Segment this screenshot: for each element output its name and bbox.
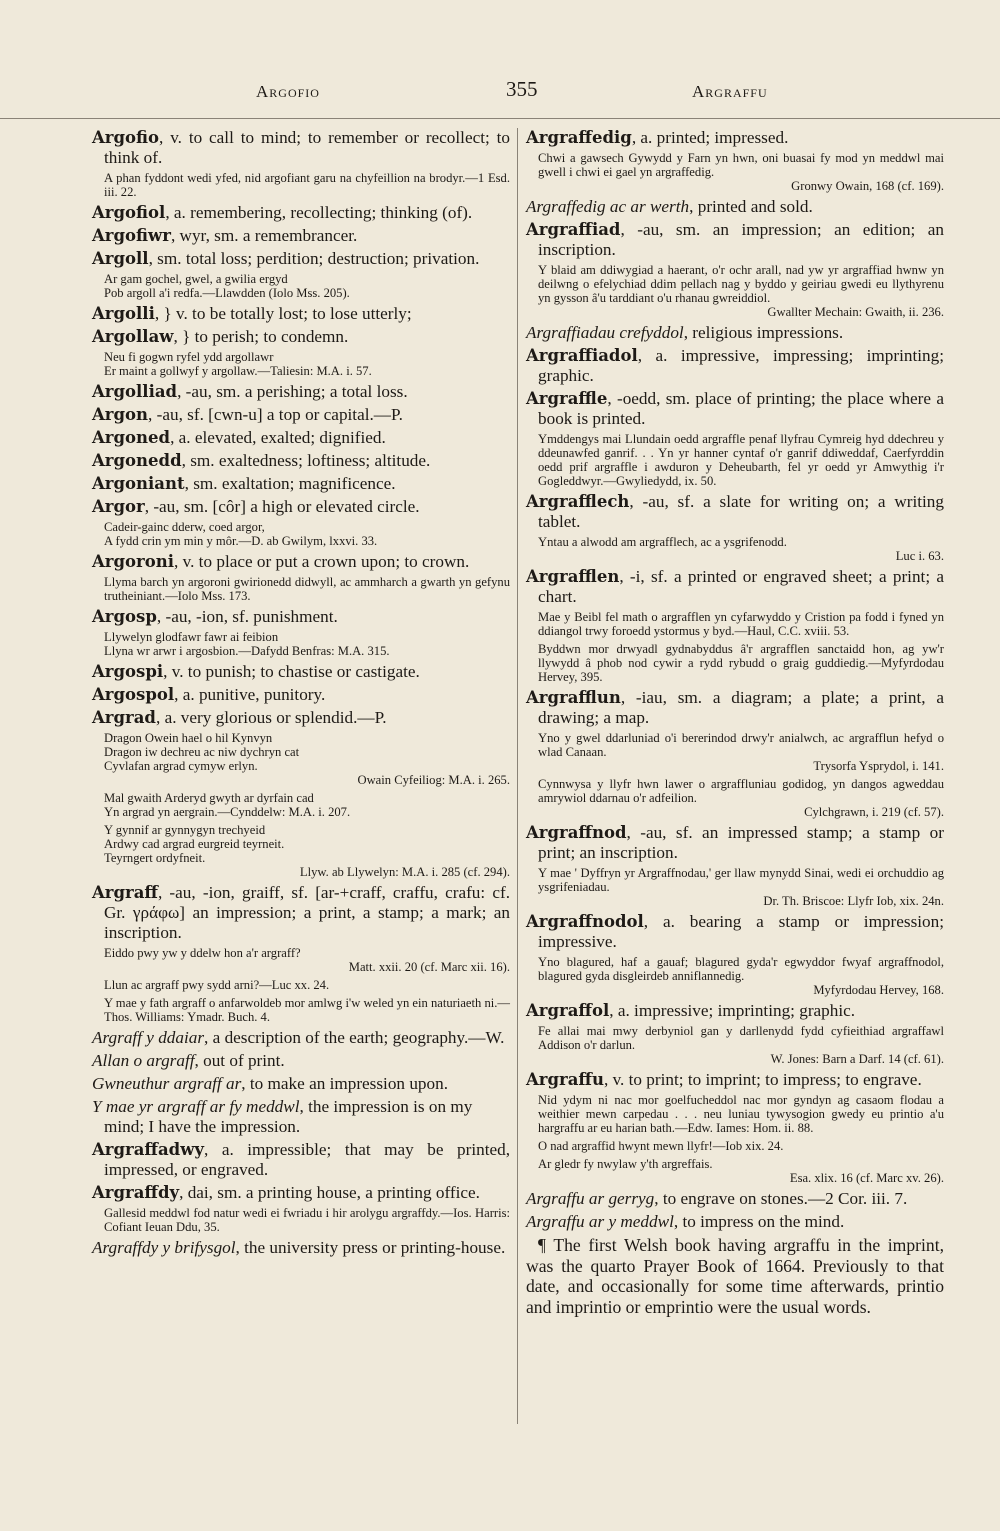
quote-line: Llyma barch yn argoroni gwirionedd didwyll, ac ammharch a gwarth yn gefynu trutheiniant.—Iolo Mss. 173.: [104, 575, 510, 603]
citation: Cylchgrawn, i. 219 (cf. 57).: [804, 805, 944, 819]
headword: Argrad: [92, 708, 156, 727]
dictionary-entry: Argraffedig, a. printed; impressed.: [526, 128, 789, 147]
headword: Argraffadwy: [92, 1140, 204, 1159]
phrase-entry: Argraffu ar y meddwl, to impress on the mind.: [526, 1212, 845, 1231]
headword: Argraffiadol: [526, 346, 638, 365]
phrase-headword: Argraffu ar gerryg: [526, 1189, 655, 1208]
headword: Argraffnodol: [526, 912, 644, 931]
phrase-entry: Argraff y ddaiar, a description of the earth; geography.—W.: [92, 1028, 505, 1047]
dictionary-entry: Argonedd, sm. exaltedness; loftiness; altitude.: [92, 451, 431, 470]
dictionary-entry: Argospol, a. punitive, punitory.: [92, 685, 326, 704]
quote-line: Mae y Beibl fel math o argrafflen yn cyfarwyddo y Cristion pa fodd i fyned yn ddiangol trwy foroedd ystormus y byd.—Haul, C.C. xviii. 53.: [538, 610, 944, 638]
dictionary-entry: Argofiwr, wyr, sm. a remembrancer.: [92, 226, 358, 245]
header-rule: [0, 118, 1000, 119]
quotation: [104, 996, 510, 1024]
quote-line: Llywelyn glodfawr fawr ai feibion: [104, 630, 279, 644]
quotation: [538, 955, 944, 997]
headword: Argofiwr: [92, 226, 171, 245]
quotation: [538, 1093, 944, 1135]
headword: Argraffnod: [526, 823, 627, 842]
dictionary-entry: Argolliad, -au, sm. a perishing; a total loss.: [92, 382, 408, 401]
headword: Argoll: [92, 249, 149, 268]
dictionary-entry: Argraffdy, dai, sm. a printing house, a printing office.: [92, 1183, 480, 1202]
headword: Argolli: [92, 304, 155, 323]
quote-line: Cyvlafan argrad cymyw erlyn.: [104, 759, 258, 773]
quotation: [104, 823, 510, 879]
quotation: [104, 791, 510, 819]
dictionary-entry: Argrafflun, -iau, sm. a diagram; a plate; a print, a drawing; a map.: [526, 688, 944, 727]
phrase-headword: Argraffedig ac ar werth: [526, 197, 690, 216]
quotation: [104, 1206, 510, 1234]
quote-line: Gallesid meddwl fod natur wedi ei fwriadu i hir arolygu argraffdy.—Ios. Harris: Cofiant Ieuan Ddu, 35.: [104, 1206, 510, 1234]
headword: Argrafflun: [526, 688, 621, 707]
citation: Myfyrdodau Hervey, 168.: [813, 983, 944, 997]
dictionary-entry: Argosp, -au, -ion, sf. punishment.: [92, 607, 338, 626]
quote-line: Cynnwysa y llyfr hwn lawer o argraffluniau godidog, yn dangos agweddau amrywiol ddarnau o'r adfeilion.: [538, 777, 944, 805]
quote-line: Nid ydym ni nac mor goelfucheddol nac mor gyndyn ag casaom flodau a weithier mewn carpedau . . . neu luniau tywysogion gwedy eu printio a'u hargraffu ar eu harian bath.—Edw. Iames: Hom. ii. 88.: [538, 1093, 944, 1135]
quotation: [104, 575, 510, 603]
quotation: [538, 263, 944, 319]
quote-line: A fydd crin ym min y môr.—D. ab Gwilym, lxxvi. 33.: [104, 534, 378, 548]
quote-line: Neu fi gogwn ryfel ydd argollawr: [104, 350, 274, 364]
headword: Argosp: [92, 607, 157, 626]
phrase-headword: Argraffu ar y meddwl: [526, 1212, 674, 1231]
citation: Luc i. 63.: [895, 549, 944, 563]
quotation: [104, 171, 510, 199]
headword: Argoned: [92, 428, 171, 447]
headword: Argraffle: [526, 389, 608, 408]
phrase-entry: Argraffiadau crefyddol, religious impressions.: [526, 323, 844, 342]
quotation: [538, 777, 944, 819]
dictionary-entry: Argraffle, -oedd, sm. place of printing; the place where a book is printed.: [526, 389, 944, 428]
headword: Argonedd: [92, 451, 182, 470]
quote-line: Dragon Owein hael o hil Kynvyn: [104, 731, 273, 745]
phrase-headword: Argraffiadau crefyddol: [526, 323, 684, 342]
citation: Gronwy Owain, 168 (cf. 169).: [791, 179, 944, 193]
headword: Argolliad: [92, 382, 178, 401]
citation: Gwallter Mechain: Gwaith, ii. 236.: [767, 305, 944, 319]
quotation: [104, 520, 510, 548]
headword: Argraff: [92, 883, 158, 902]
quotation: [538, 1139, 944, 1153]
quote-line: Er maint a gollwyf y argollaw.—Taliesin: M.A. i. 57.: [104, 364, 372, 378]
quotation: [104, 731, 510, 787]
dictionary-entry: Argoniant, sm. exaltation; magnificence.: [92, 474, 396, 493]
quotation: [538, 432, 944, 488]
headword: Argraffol: [526, 1001, 610, 1020]
quotation: [538, 535, 944, 563]
quote-line: Cadeir-gainc dderw, coed argor,: [104, 520, 265, 534]
quote-line: Mal gwaith Arderyd gwyth ar dyrfain cad: [104, 791, 314, 805]
phrase-headword: Y mae yr argraff ar fy meddwl: [92, 1097, 300, 1116]
left-column: [92, 128, 510, 1261]
headword: Argospi: [92, 662, 164, 681]
quote-line: Y gynnif ar gynnygyn trechyeid: [104, 823, 266, 837]
headword: Argollaw: [92, 327, 174, 346]
quote-line: Y blaid am ddiwygiad a haerant, o'r ochr arall, nad yw yr argraffiad hwnw yn deilwng o efelychiad ddim pellach nag y byddo y geiriau gwedi eu llythyrenu yn gysson â'u tarddiant o'u rhanau gwreiddiol.: [538, 263, 944, 305]
dictionary-entry: Argrafflen, -i, sf. a printed or engraved sheet; a print; a chart.: [526, 567, 944, 606]
quote-line: Llyna wr arwr i argosbion.—Dafydd Benfras: M.A. 315.: [104, 644, 390, 658]
citation: Esa. xlix. 16 (cf. Marc xv. 26).: [789, 1171, 944, 1185]
quote-line: Y mae y fath argraff o anfarwoldeb mor amlwg i'w weled yn ein naturiaeth ni.—Thos. Williams: Ymadr. Buch. 4.: [104, 996, 510, 1024]
quote-line: Pob argoll a'i redfa.—Llawdden (Iolo Mss. 205).: [104, 286, 350, 300]
dictionary-entry: Argraffiad, -au, sm. an impression; an edition; an inscription.: [526, 220, 944, 259]
quotation: [538, 610, 944, 638]
dictionary-entry: Argoll, sm. total loss; perdition; destruction; privation.: [92, 249, 480, 268]
quotation: [538, 866, 944, 908]
quotation: [538, 1157, 944, 1185]
headword: Argraffedig: [526, 128, 632, 147]
quote-line: Byddwn mor drwyadl gydnabyddus â'r argrafflen sanctaidd hon, ag yw'r llywydd â phob nod cywir a rydd rybudd o graig guddiedig.—Myfyrdodau Hervey, 395.: [538, 642, 944, 684]
quotation: [538, 731, 944, 773]
dictionary-entry: Argofio, v. to call to mind; to remember or recollect; to think of.: [92, 128, 510, 167]
dictionary-entry: Argolli, } v. to be totally lost; to lose utterly;: [92, 304, 412, 323]
headword: Argofio: [92, 128, 160, 147]
quote-line: A phan fyddont wedi yfed, nid argofiant garu na chyfeillion na brodyr.—1 Esd. iii. 22.: [104, 171, 510, 199]
phrase-headword: Allan o argraff: [92, 1051, 195, 1070]
column-divider: [517, 128, 518, 1424]
quotation: [104, 350, 510, 378]
quote-line: Yno blagured, haf a gauaf; blagured gyda'r egwyddor fwyaf argraffnodol, blagured gyda disgleirdeb anniflannedig.: [538, 955, 944, 983]
footnote: ¶ The first Welsh book having argraffu in the imprint, was the quarto Prayer Book of 1664. Previously to that date, and occasionally for some time afterwards, printio and imprintio or emprintio were the usual words.: [526, 1235, 944, 1317]
quotation: [104, 272, 510, 300]
quotation: [538, 642, 944, 684]
headword: Argraffu: [526, 1070, 604, 1089]
headword: Argon: [92, 405, 149, 424]
dictionary-entry: Argraffnodol, a. bearing a stamp or impression; impressive.: [526, 912, 944, 951]
dictionary-entry: Argraffu, v. to print; to imprint; to impress; to engrave.: [526, 1070, 922, 1089]
phrase-entry: Gwneuthur argraff ar, to make an impression upon.: [92, 1074, 448, 1093]
headword: Argor: [92, 497, 145, 516]
quotation: [104, 946, 510, 974]
dictionary-entry: Argon, -au, sf. [cwn-u] a top or capital.—P.: [92, 405, 403, 424]
dictionary-entry: Argraffol, a. impressive; imprinting; graphic.: [526, 1001, 856, 1020]
dictionary-entry: Argoroni, v. to place or put a crown upon; to crown.: [92, 552, 470, 571]
dictionary-entry: Argraff, -au, -ion, graiff, sf. [ar-+craff, craffu, crafu: cf. Gr. γράφω] an impression; a print, a stamp; a mark; an inscription.: [92, 883, 510, 942]
dictionary-entry: Argraffadwy, a. impressible; that may be printed, impressed, or engraved.: [92, 1140, 510, 1179]
citation: Dr. Th. Briscoe: Llyfr Iob, xix. 24n.: [763, 894, 944, 908]
quote-line: Llun ac argraff pwy sydd arni?—Luc xx. 24.: [104, 978, 330, 992]
quote-line: Teyrngert ordyfneit.: [104, 851, 206, 865]
dictionary-entry: Argoned, a. elevated, exalted; dignified.: [92, 428, 386, 447]
running-header: [92, 72, 954, 104]
quotation: [104, 630, 510, 658]
quote-line: Ar gam gochel, gwel, a gwilia ergyd: [104, 272, 288, 286]
quote-line: Ymddengys mai Llundain oedd argraffle penaf llyfrau Cymreig hyd ddechreu y ddeunawfed ganrif. . . Yn yr hanner cyntaf o'r ganrif ddiweddaf, Caerfyrddin oedd prif argraffle i awduron y Deheubarth, fel yr oedd yr Amwythig i'r Gogleddwyr.—Gwyliedydd, ix. 50.: [538, 432, 944, 488]
citation: Trysorfa Ysprydol, i. 141.: [813, 759, 944, 773]
headword: Argofiol: [92, 203, 166, 222]
dictionary-entry: Argrad, a. very glorious or splendid.—P.: [92, 708, 387, 727]
phrase-entry: Argraffu ar gerryg, to engrave on stones.—2 Cor. iii. 7.: [526, 1189, 908, 1208]
dictionary-entry: Argrafflech, -au, sf. a slate for writing on; a writing tablet.: [526, 492, 944, 531]
columns: [92, 128, 954, 1428]
page-number: 355: [506, 77, 538, 101]
quotation: [538, 151, 944, 193]
quote-line: Yn argrad yn aergrain.—Cynddelw: M.A. i. 207.: [104, 805, 351, 819]
quote-line: Y mae ' Dyffryn yr Argraffnodau,' ger llaw mynydd Sinai, wedi ei orchuddio ag ysgrifeniadau.: [538, 866, 944, 894]
right-column: [526, 128, 944, 1317]
quote-line: Yno y gwel ddarluniad o'i bererindod drwy'r anialwch, ac argrafflun hefyd o wlad Canaan.: [538, 731, 944, 759]
quotation: [538, 1024, 944, 1066]
dictionary-entry: Argraffiadol, a. impressive, impressing; imprinting; graphic.: [526, 346, 944, 385]
quotation: [104, 978, 510, 992]
phrase-headword: Gwneuthur argraff ar: [92, 1074, 242, 1093]
header-left-guideword: Argofio: [256, 82, 320, 101]
quote-line: Ardwy cad argrad eurgreid teyrneit.: [104, 837, 285, 851]
quote-line: Yntau a alwodd am argrafflech, ac a ysgrifenodd.: [538, 535, 787, 549]
citation: Owain Cyfeiliog: M.A. i. 265.: [357, 773, 510, 787]
headword: Argospol: [92, 685, 175, 704]
phrase-headword: Argraffdy y brifysgol: [92, 1238, 236, 1257]
dictionary-entry: Argollaw, } to perish; to condemn.: [92, 327, 349, 346]
quote-line: Dragon iw dechreu ac niw dychryn cat: [104, 745, 300, 759]
dictionary-entry: Argraffnod, -au, sf. an impressed stamp; a stamp or print; an inscription.: [526, 823, 944, 862]
dictionary-entry: Argor, -au, sm. [côr] a high or elevated circle.: [92, 497, 420, 516]
citation: W. Jones: Barn a Darf. 14 (cf. 61).: [770, 1052, 944, 1066]
phrase-entry: Allan o argraff, out of print.: [92, 1051, 285, 1070]
citation: Llyw. ab Llywelyn: M.A. i. 285 (cf. 294).: [299, 865, 510, 879]
headword: Argrafflech: [526, 492, 630, 511]
quote-line: Ar gledr fy nwylaw y'th argreffais.: [538, 1157, 713, 1171]
quote-line: O nad argraffid hwynt mewn llyfr!—Iob xix. 24.: [538, 1139, 784, 1153]
dictionary-entry: Argospi, v. to punish; to chastise or castigate.: [92, 662, 420, 681]
headword: Argraffdy: [92, 1183, 180, 1202]
headword: Argrafflen: [526, 567, 620, 586]
headword: Argraffiad: [526, 220, 621, 239]
header-right-guideword: Argraffu: [692, 82, 768, 101]
citation: Matt. xxii. 20 (cf. Marc xii. 16).: [348, 960, 510, 974]
dictionary-entry: Argofiol, a. remembering, recollecting; thinking (of).: [92, 203, 473, 222]
phrase-entry: Argraffedig ac ar werth, printed and sold.: [526, 197, 813, 216]
phrase-headword: Argraff y ddaiar: [92, 1028, 205, 1047]
headword: Argoniant: [92, 474, 185, 493]
quote-line: Fe allai mai mwy derbyniol gan y darllenydd fydd cyfieithiad argraffawl Addison o'r darlun.: [538, 1024, 944, 1052]
quote-line: Eiddo pwy yw y ddelw hon a'r argraff?: [104, 946, 301, 960]
headword: Argoroni: [92, 552, 175, 571]
phrase-entry: Argraffdy y brifysgol, the university press or printing-house.: [92, 1238, 506, 1257]
phrase-entry: Y mae yr argraff ar fy meddwl, the impression is on my mind; I have the impression.: [92, 1097, 473, 1136]
quote-line: Chwi a gawsech Gywydd y Farn yn hwn, oni buasai fy mod yn meddwl mai gwell i chwi ei gael yn argraffedig.: [538, 151, 944, 179]
